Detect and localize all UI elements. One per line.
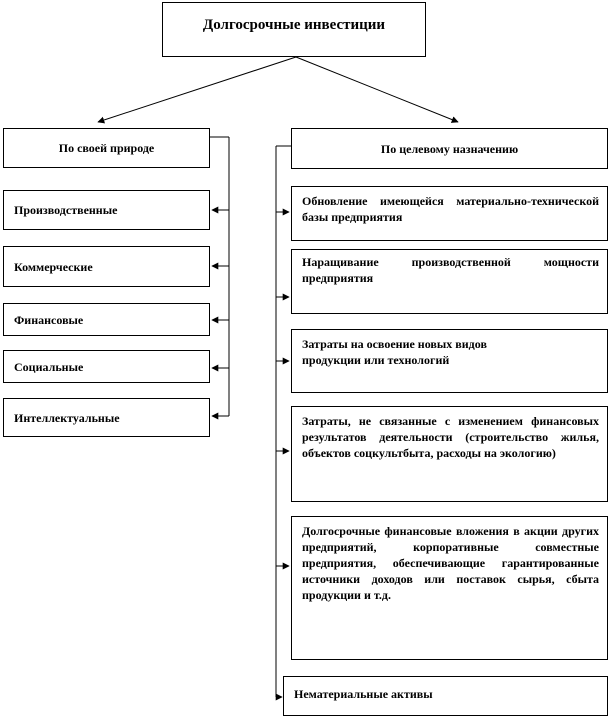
left-item-financial: Финансовые [3,303,210,336]
left-item-production: Производственные [3,190,210,230]
diagram-title: Долгосрочные инвестиции [202,16,386,33]
left-branch-header: По своей природе [3,128,210,168]
right-branch-header: По целевому назначению [291,128,608,169]
title-box [162,2,426,57]
left-item-commercial: Коммерческие [3,246,210,287]
right-item-renewal: Обновление имеющейся материально-технической базы предприятия [291,186,608,241]
left-item-intellectual: Интеллектуальные [3,398,210,437]
right-item-intangible-assets: Нематериальные активы [283,676,608,716]
arrow-to-left-header [98,57,296,122]
right-item-non-financial-costs: Затраты, не связанные с изменением финансовых результатов деятельности (строительство жилья, объектов соцкультбыта, расходы на экологию) [291,406,608,502]
right-item-new-products: Затраты на освоение новых видов продукции или технологий [291,329,608,393]
right-item-long-term-financial: Долгосрочные финансовые вложения в акции других предприятий, корпоративные совместные предприятия, обеспечивающие гарантированные источники доходов или поставок сырья, сбыта продукции и т.д. [291,516,608,660]
right-item-capacity: Наращивание производственной мощности предприятия [291,249,608,314]
left-item-social: Социальные [3,350,210,383]
arrow-to-right-header [296,57,458,122]
